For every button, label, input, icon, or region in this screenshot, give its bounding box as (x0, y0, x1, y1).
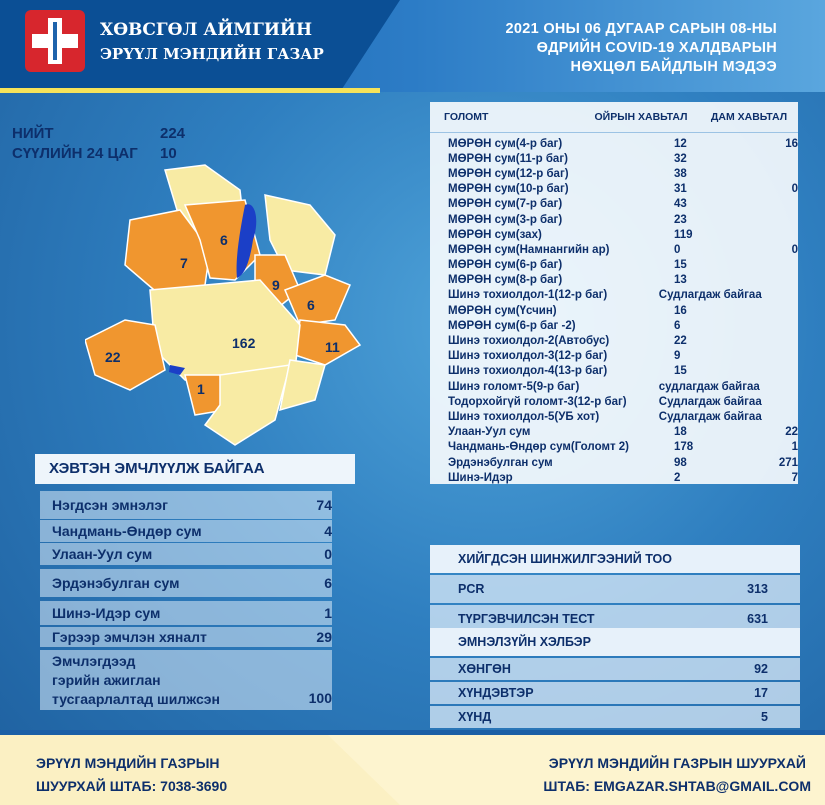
focus-name-cell: МӨРӨН сум(7-р баг) (448, 198, 563, 211)
focus-name-cell: Шинэ тохиолдол-5(УБ хот) (448, 410, 600, 423)
close-contact-cell: 31 (674, 183, 687, 196)
focus-name-cell: Тодорхойгүй голомт-3(12-р баг) (448, 395, 627, 408)
last24-label: СҮҮЛИЙН 24 ЦАГ (12, 145, 138, 162)
table-row (430, 166, 798, 181)
close-contact-cell: 16 (674, 304, 687, 317)
focus-name-cell: Шинэ тохиолдол-2(Автобус) (448, 335, 610, 348)
table-row (430, 470, 798, 485)
totals-block (12, 125, 197, 165)
secondary-contact-cell: 16 (785, 137, 798, 150)
close-contact-cell: 18 (674, 426, 687, 439)
status-note-cell: Судлагдаж байгаа (658, 410, 762, 423)
footer-right-line2: ШТАБ: EMGAZAR.SHTAB@GMAIL.COM (543, 778, 811, 794)
close-contact-cell: 32 (674, 152, 687, 165)
map-label: 22 (105, 349, 121, 365)
table-row (430, 440, 798, 455)
focus-name-cell: МӨРӨН сум(11-р баг) (448, 152, 568, 165)
total-label: НИЙТ (12, 125, 54, 142)
status-note-cell: Судлагдаж байгаа (658, 289, 762, 302)
focus-name-cell: МӨРӨН сум(Үсчин) (448, 304, 557, 317)
close-contact-cell: 2 (674, 471, 681, 484)
secondary-contact-cell: 1 (791, 441, 798, 454)
red-cross-logo-icon (25, 10, 85, 72)
report-title-line3: НӨХЦӨЛ БАЙДЛЫН МЭДЭЭ (570, 59, 777, 75)
hospitalized-label: Шинэ-Идэр сум (52, 605, 161, 621)
table-row (430, 212, 798, 227)
focus-name-cell: Шинэ тохиолдол-4(13-р баг) (448, 365, 608, 378)
secondary-contact-cell: 271 (778, 456, 798, 469)
footer-left-line2: ШУУРХАЙ ШТАБ: 7038-3690 (36, 778, 228, 794)
table-row (430, 409, 798, 424)
table-row (430, 182, 798, 197)
focus-name-cell: Чандмань-Өндөр сум(Голомт 2) (448, 441, 630, 454)
tests-value: 631 (747, 612, 768, 626)
table-row (430, 349, 798, 364)
close-contact-cell: 119 (674, 228, 693, 241)
clinical-row (430, 682, 800, 704)
report-title-line1: 2021 ОНЫ 06 ДУГААР САРЫН 08-НЫ (505, 21, 777, 37)
table-row (430, 364, 798, 379)
hospitalized-label: Эрдэнэбулган сум (52, 575, 180, 591)
clinical-value: 17 (754, 686, 768, 700)
col-header-close-contact: ОЙРЫН ХАВЬТАЛ (594, 111, 688, 123)
cases-table-header (430, 102, 798, 133)
close-contact-cell: 9 (674, 350, 681, 363)
close-contact-cell: 0 (674, 243, 681, 256)
map-label: 162 (232, 335, 256, 351)
map-label: 1 (197, 381, 205, 397)
secondary-contact-cell: 0 (791, 183, 798, 196)
clinical-row (430, 706, 800, 728)
focus-name-cell: МӨРӨН сум(10-р баг) (448, 183, 569, 196)
hospitalized-row (40, 543, 332, 565)
map-region-southwest-infected (85, 320, 165, 390)
secondary-contact-cell: 22 (785, 426, 798, 439)
clinical-label: ХҮНД (458, 710, 492, 724)
status-note-cell: Судлагдаж байгаа (658, 395, 762, 408)
header-stripe (0, 88, 380, 93)
hospitalized-value: 0 (324, 546, 332, 562)
table-row (430, 197, 798, 212)
status-note-cell: судлагдаж байгаа (658, 380, 760, 393)
total-value: 224 (160, 125, 186, 142)
hospitalized-title: ХЭВТЭН ЭМЧЛҮҮЛЖ БАЙГАА (35, 454, 355, 484)
hospitalized-last-label-line2: гэрийн ажиглан (52, 671, 161, 688)
focus-name-cell: Улаан-Уул сум (448, 426, 531, 439)
footer-right-line1: ЭРҮҮЛ МЭНДИЙН ГАЗРЫН ШУУРХАЙ (548, 755, 806, 771)
focus-name-cell: Шинэ голомт-5(9-р баг) (448, 380, 580, 393)
hospitalized-row (40, 627, 332, 647)
table-row (430, 333, 798, 348)
hospitalized-label: Нэгдсэн эмнэлэг (52, 497, 168, 513)
hospitalized-row (40, 569, 332, 597)
tests-label: ТҮРГЭВЧИЛСЭН ТЕСТ (458, 612, 595, 626)
close-contact-cell: 178 (674, 441, 694, 454)
focus-name-cell: МӨРӨН сум(3-р баг) (448, 213, 563, 226)
tests-title: ХИЙГДСЭН ШИНЖИЛГЭЭНИЙ ТОО (430, 545, 800, 573)
map-label: 6 (307, 297, 315, 313)
table-row (430, 151, 798, 166)
close-contact-cell: 38 (674, 167, 687, 180)
tests-label: PCR (458, 582, 485, 596)
focus-name-cell: МӨРӨН сум(8-р баг) (448, 274, 563, 287)
cases-table (430, 102, 798, 484)
close-contact-cell: 12 (674, 137, 687, 150)
secondary-contact-cell: 0 (791, 243, 798, 256)
table-row (430, 273, 798, 288)
map-label: 7 (180, 255, 188, 271)
close-contact-cell: 13 (674, 274, 687, 287)
report-title-line2: ӨДРИЙН COVID-19 ХАЛДВАРЫН (536, 40, 777, 56)
table-row (430, 288, 798, 303)
tests-row (430, 575, 800, 603)
table-row (430, 394, 798, 409)
footer-left-line1: ЭРҮҮЛ МЭНДИЙН ГАЗРЫН (36, 755, 220, 771)
clinical-title: ЭМНЭЛЗҮЙН ХЭЛБЭР (430, 628, 800, 656)
clinical-label: ХҮНДЭВТЭР (458, 686, 534, 700)
close-contact-cell: 6 (674, 319, 681, 332)
focus-name-cell: МӨРӨН сум(6-р баг) (448, 259, 563, 272)
focus-name-cell: МӨРӨН сум(4-р баг) (448, 137, 563, 150)
last24-value: 10 (160, 145, 177, 162)
clinical-label: ХӨНГӨН (458, 662, 511, 676)
tests-value: 313 (747, 582, 768, 596)
focus-name-cell: МӨРӨН сум(12-р баг) (448, 167, 569, 180)
hospitalized-label: Гэрээр эмчлэн хяналт (52, 629, 207, 645)
close-contact-cell: 22 (674, 335, 687, 348)
col-header-focus: ГОЛОМТ (444, 111, 489, 123)
table-row (430, 227, 798, 242)
table-row (430, 303, 798, 318)
focus-name-cell: Шинэ тохиолдол-3(12-р баг) (448, 350, 608, 363)
table-row (430, 136, 798, 151)
hospitalized-value: 29 (316, 629, 332, 645)
hospitalized-value: 6 (324, 575, 332, 591)
hospitalized-last-label-line3: тусгаарлалтад шилжсэн (52, 690, 220, 707)
hospitalized-row (40, 520, 332, 542)
close-contact-cell: 15 (674, 259, 687, 272)
table-row (430, 258, 798, 273)
hospitalized-value: 74 (316, 497, 332, 513)
hospitalized-label: Улаан-Уул сум (52, 546, 153, 562)
col-header-secondary-contact: ДАМ ХАВЬТАЛ (710, 111, 788, 123)
table-row (430, 425, 798, 440)
cases-table-body (430, 133, 798, 485)
hospitalized-last-label-line1: Эмчлэгдээд (52, 652, 136, 669)
close-contact-cell: 98 (674, 456, 687, 469)
table-row (430, 318, 798, 333)
org-name-line2: ЭРҮҮЛ МЭНДИЙН ГАЗАР (100, 45, 324, 63)
focus-name-cell: Шинэ-Идэр (448, 471, 513, 484)
hospitalized-value: 1 (324, 605, 332, 621)
close-contact-cell: 15 (674, 365, 687, 378)
table-row (430, 455, 798, 470)
close-contact-cell: 43 (674, 198, 687, 211)
close-contact-cell: 23 (674, 213, 687, 226)
clinical-value: 5 (761, 710, 768, 724)
focus-name-cell: Эрдэнэбулган сум (448, 456, 553, 469)
secondary-contact-cell: 7 (791, 471, 798, 484)
table-row (430, 242, 798, 257)
hospitalized-value: 4 (324, 523, 332, 539)
map-label: 6 (220, 232, 228, 248)
hospitalized-last-value: 100 (308, 690, 332, 706)
hospitalized-label: Чандмань-Өндөр сум (52, 523, 202, 539)
hospitalized-row (40, 491, 332, 519)
map-label: 9 (272, 277, 280, 293)
focus-name-cell: МӨРӨН сум(Намнангийн ар) (448, 243, 610, 256)
focus-name-cell: МӨРӨН сум(зах) (448, 228, 542, 241)
clinical-row (430, 658, 800, 680)
focus-name-cell: Шинэ тохиолдол-1(12-р баг) (448, 289, 608, 302)
org-name-line1: ХӨВСГӨЛ АЙМГИЙН (100, 20, 313, 40)
focus-name-cell: МӨРӨН сум(6-р баг -2) (448, 319, 576, 332)
clinical-value: 92 (754, 662, 768, 676)
province-map (85, 160, 385, 450)
tests-panel (430, 545, 800, 633)
hospitalized-row (40, 601, 332, 625)
table-row (430, 379, 798, 394)
hospitalized-row (40, 650, 332, 710)
map-label: 11 (325, 339, 340, 355)
